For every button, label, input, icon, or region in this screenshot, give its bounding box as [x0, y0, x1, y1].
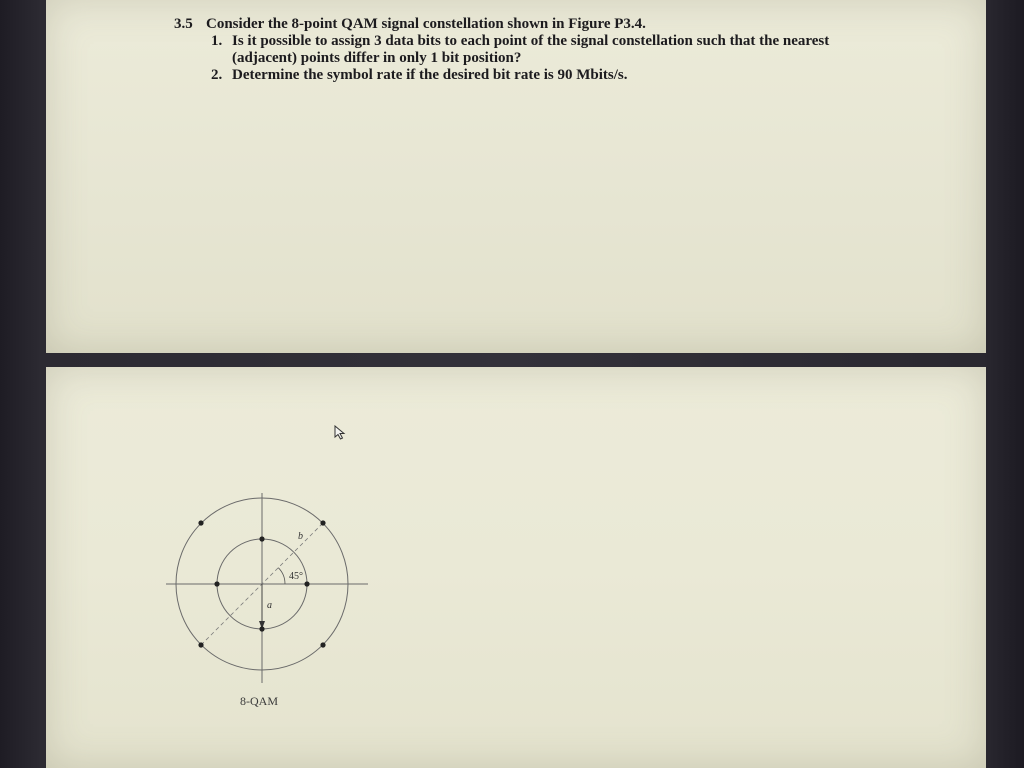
problem-panel [46, 0, 986, 353]
radius-b-label: b [298, 531, 303, 542]
question-text: Determine the symbol rate if the desired bit rate is 90 Mbits/s. [232, 67, 628, 83]
constellation-point [214, 581, 219, 586]
question-index: 1. [211, 33, 223, 49]
constellation-point [304, 581, 309, 586]
constellation-point [320, 642, 325, 647]
figure-panel [46, 367, 986, 768]
question-item [174, 67, 894, 84]
question-item [174, 33, 894, 67]
constellation-figure [158, 487, 378, 727]
constellation-point [259, 626, 264, 631]
problem-heading [174, 16, 894, 33]
angle-arc [278, 568, 285, 584]
problem-number: 3.5 [174, 16, 193, 32]
problem-text [174, 16, 894, 84]
radius-a-label: a [267, 600, 272, 611]
constellation-point [198, 642, 203, 647]
constellation-point [198, 520, 203, 525]
problem-statement: Consider the 8-point QAM signal constellation shown in Figure P3.4. [206, 16, 646, 32]
constellation-point [320, 520, 325, 525]
angle-label: 45° [289, 571, 303, 582]
constellation-diagram [158, 487, 378, 687]
question-index: 2. [211, 67, 223, 83]
question-list [174, 33, 894, 84]
constellation-point [259, 536, 264, 541]
figure-caption: 8-QAM [240, 694, 278, 708]
question-text: Is it possible to assign 3 data bits to each point of the signal constellation such that the nearest (adjacent) points differ in only 1 bit position? [232, 33, 830, 66]
mouse-pointer-icon [333, 425, 349, 441]
